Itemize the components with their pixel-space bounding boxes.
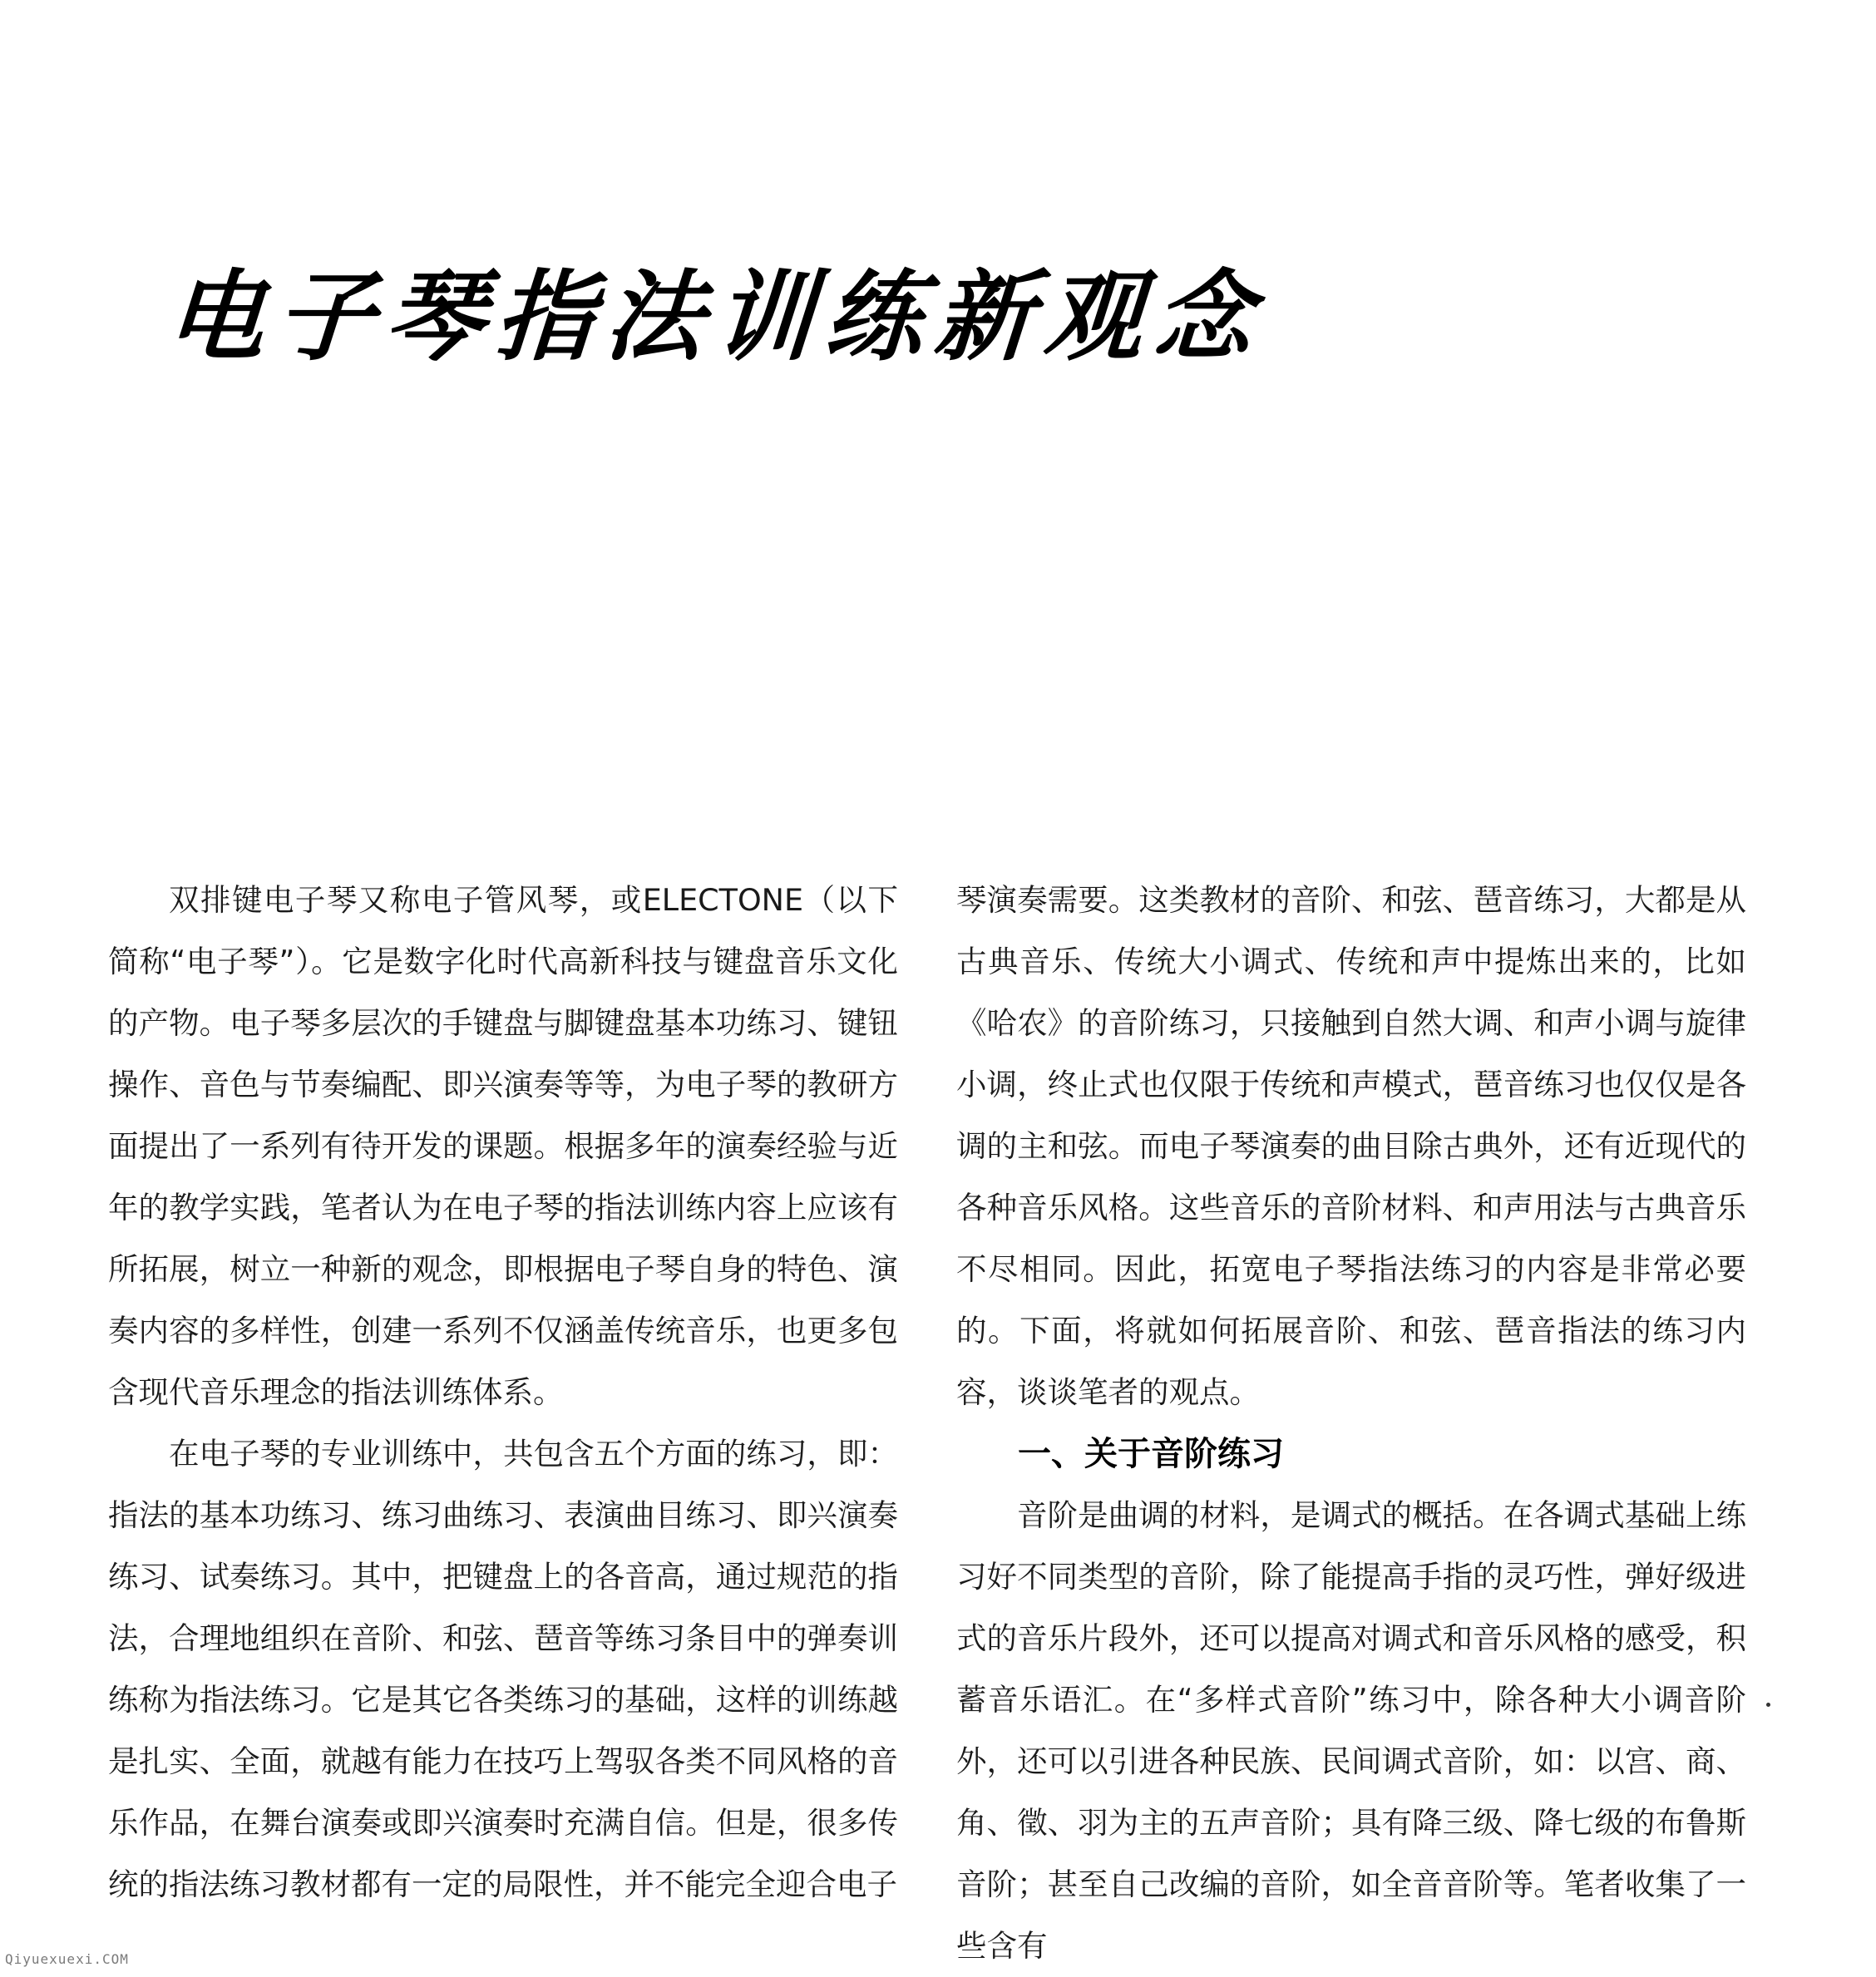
article-title: 电子琴指法训练新观念: [162, 259, 1268, 374]
paragraph-continued: 琴演奏需要。这类教材的音阶、和弦、琶音练习，大都是从古典音乐、传统大小调式、传统和声中提炼出来的，比如《哈农》的音阶练习，只接触到自然大调、和声小调与旋律小调，终止式也仅限于传统和声模式，琶音练习也仅仅是各调的主和弦。而电子琴演奏的曲目除古典外，还有近现代的各种音乐风格。这些音乐的音阶材料、和声用法与古典音乐不尽相同。因此，拓宽电子琴指法练习的内容是非常必要的。下面，将就如何拓展音阶、和弦、琶音指法的练习内容，谈谈笔者的观点。: [956, 882, 1746, 1410]
paragraph-intro: 双排键电子琴又称电子管风琴，或ELECTONE（以下简称“电子琴”）。它是数字化时代高新科技与键盘音乐文化的产物。电子琴多层次的手键盘与脚键盘基本功练习、键钮操作、音色与节奏编配、即兴演奏等等，为电子琴的教研方面提出了一系列有待开发的课题。根据多年的演奏经验与近年的教学实践，笔者认为在电子琴的指法训练内容上应该有所拓展，树立一种新的观念，即根据电子琴自身的特色、演奏内容的多样性，创建一系列不仅涵盖传统音乐，也更多包含现代音乐理念的指法训练体系。: [108, 882, 898, 1410]
paragraph-scales: 音阶是曲调的材料，是调式的概括。在各调式基础上练习好不同类型的音阶，除了能提高手指的灵巧性，弹好级进式的音乐片段外，还可以提高对调式和音乐风格的感受，积蓄音乐语汇。在“多样式音阶”练习中，除各种大小调音阶外，还可以引进各种民族、民间调式音阶，如：以宫、商、角、徵、羽为主的五声音阶；具有降三级、降七级的布鲁斯音阶；甚至自己改编的音阶，如全音音阶等。笔者收集了一些含有: [956, 1497, 1746, 1964]
section-heading: 一、关于音阶练习: [1018, 1435, 1284, 1473]
stray-dot: [1766, 1703, 1770, 1707]
site-watermark: Qiyuexuexi.COM: [5, 1951, 129, 1967]
paragraph-training: 在电子琴的专业训练中，共包含五个方面的练习，即：指法的基本功练习、练习曲练习、表演曲目练习、即兴演奏练习、试奏练习。其中，把键盘上的各音高，通过规范的指法，合理地组织在音阶、和弦、琶音等练习条目中的弹奏训练称为指法练习。它是其它各类练习的基础，这样的训练越是扎实、全面，就越有能力在技巧上驾驭各类不同风格的音乐作品，在舞台演奏或即兴演奏时充满自信。但是，很多传统的指法练习教材都有一定的局限性，并不能完全迎合电子: [108, 1436, 898, 1902]
right-column: [956, 870, 1746, 1977]
left-column: [108, 870, 898, 1915]
